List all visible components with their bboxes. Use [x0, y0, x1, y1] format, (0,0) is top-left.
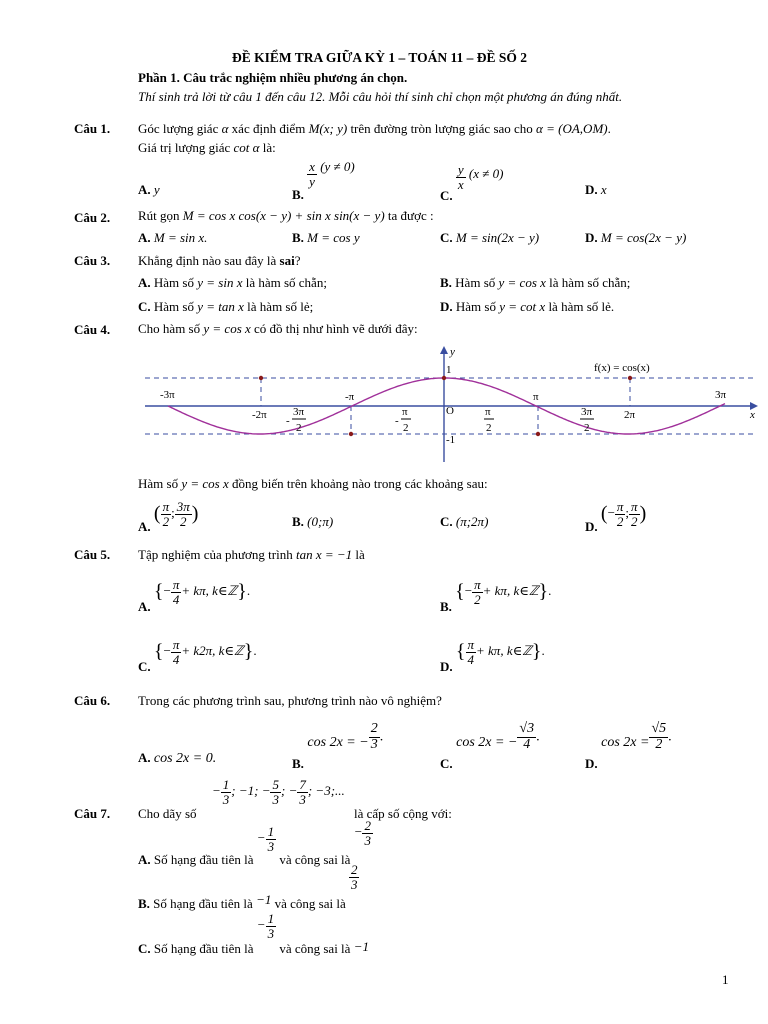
option-a[interactable]: A. cos 2x = 0. [138, 750, 217, 766]
option-a[interactable]: A. y [138, 182, 160, 197]
section-instruction: Thí sinh trả lời từ câu 1 đến câu 12. Mỗi câu hỏi thí sinh chỉ chọn một phương án đúng nhất. [138, 89, 623, 104]
svg-text:3π: 3π [581, 406, 593, 418]
question-label: Câu 5. [74, 547, 111, 562]
svg-text:2: 2 [486, 422, 492, 434]
question-label: Câu 4. [74, 322, 111, 337]
question-text: Giá trị lượng giác cot α là: [138, 140, 276, 155]
svg-text:3π: 3π [293, 406, 305, 418]
question-text: Cho dãy số [138, 806, 197, 821]
y-tick-one: 1 [446, 364, 452, 376]
option-c[interactable]: C. Hàm số y = tan x là hàm số lẻ; [138, 299, 314, 314]
option-d[interactable]: D. cos 2x = $\frac{√5}{2}$ . [585, 721, 672, 772]
fraction-ticks [286, 406, 594, 434]
option-c[interactable]: C. cos 2x = − $\frac{√3}{4}$ . [440, 721, 540, 772]
question-label: Câu 2. [74, 210, 111, 225]
option-a[interactable]: A. Hàm số y = sin x là hàm số chẵn; [138, 275, 327, 290]
question-text: Trong các phương trình sau, phương trình nào vô nghiệm? [138, 693, 442, 708]
question-text: Cho hàm số y = cos x có đồ thị như hình vẽ dưới đây: [138, 321, 418, 336]
x-axis-label: x [750, 409, 755, 421]
question-text: Hàm số y = cos x đồng biến trên khoảng nào trong các khoảng sau: [138, 476, 488, 491]
y-axis-arrow-icon [440, 346, 448, 354]
option-b[interactable]: B. (0;π) [292, 514, 334, 529]
origin-label: O [446, 405, 454, 417]
svg-text:π: π [485, 406, 491, 418]
svg-text:-: - [395, 415, 399, 427]
option-d[interactable]: D. { $\frac{\pi}{4}$ + kπ, k∈ℤ}. [440, 637, 545, 675]
x-tick: 2π [624, 409, 636, 421]
option-c[interactable]: C. $\frac{y}{x}$ (x ≠ 0) [440, 162, 504, 204]
option-c[interactable]: C. (π;2π) [440, 514, 489, 529]
option-a[interactable]: A. {− $\frac{\pi}{4}$ + kπ, k∈ℤ}. [138, 577, 251, 615]
option-a[interactable]: A. ( $\frac{\pi}{2}$ ; $\frac{3\pi}{2}$ ) [138, 499, 199, 535]
question-label: Câu 6. [74, 693, 111, 708]
question-text: Khẳng định nào sau đây là sai? [138, 253, 301, 268]
question-text: Tập nghiệm của phương trình tan x = −1 là [138, 547, 365, 562]
x-tick: π [533, 391, 539, 403]
cosine-graph [140, 342, 760, 467]
option-b[interactable]: B. M = cos y [292, 230, 360, 245]
option-d[interactable]: D. M = cos(2x − y) [585, 230, 687, 245]
question-text: Rút gọn M = cos x cos(x − y) + sin x sin(x − y) ta được : [138, 208, 434, 223]
page-number: 1 [722, 972, 729, 987]
option-d[interactable]: D. Hàm số y = cot x là hàm số lẻ. [440, 299, 615, 314]
svg-text:2: 2 [584, 422, 590, 434]
option-b[interactable]: B. cos 2x = − $\frac{2}{3}$ . [292, 721, 384, 772]
page-title: ĐỀ KIỂM TRA GIỮA KỲ 1 – TOÁN 11 – ĐỀ SỐ 2 [232, 50, 528, 65]
y-axis-label: y [450, 346, 455, 358]
function-label: f(x) = cos(x) [594, 362, 650, 374]
option-c[interactable]: C. Số hạng đầu tiên là − $\frac{1}{3}$ và công sai là −1 [138, 911, 369, 957]
question-label: Câu 7. [74, 806, 111, 821]
option-a[interactable]: A. Số hạng đầu tiên là − $\frac{1}{3}$ và công sai là − $\frac{2}{3}$ [138, 818, 371, 868]
svg-text:-: - [286, 415, 290, 427]
question-text: Góc lượng giác α xác định điểm M(x; y) trên đường tròn lượng giác sao cho α = (OA,OM). [138, 121, 611, 136]
section-heading: Phần 1. Câu trắc nghiệm nhiều phương án chọn. [138, 70, 408, 85]
question-label: Câu 3. [74, 253, 111, 268]
option-d[interactable]: D. x [585, 182, 607, 197]
svg-text:2: 2 [296, 422, 302, 434]
x-tick: -2π [252, 409, 267, 421]
y-tick-minus-one: -1 [446, 434, 456, 446]
x-tick: 3π [715, 389, 727, 401]
option-b[interactable]: B. {− $\frac{\pi}{2}$ + kπ, k∈ℤ}. [440, 577, 552, 615]
option-a[interactable]: A. M = sin x. [138, 230, 208, 245]
option-c[interactable]: C. M = sin(2x − y) [440, 230, 540, 245]
x-tick: -π [345, 391, 355, 403]
option-b[interactable]: B. $\frac{x}{y}$ (y ≠ 0) [292, 159, 355, 203]
option-b[interactable]: B. Hàm số y = cos x là hàm số chẵn; [440, 275, 631, 290]
option-d[interactable]: D. (− $\frac{\pi}{2}$ ; $\frac{\pi}{2}$ ) [585, 499, 647, 535]
question-text: là cấp số cộng với: [354, 806, 452, 821]
x-tick: -3π [160, 389, 175, 401]
sequence: − $\frac{1}{3}$ ; −1; − $\frac{5}{3}$ ; − $\frac{7}{3}$ ; −3;... [212, 777, 345, 807]
svg-text:π: π [402, 406, 408, 418]
question-label: Câu 1. [74, 121, 111, 136]
option-c[interactable]: C. {− $\frac{\pi}{4}$ + k2π, k∈ℤ}. [138, 637, 257, 675]
option-b[interactable]: B. Số hạng đầu tiên là −1 và công sai là $\frac{2}{3}$ [138, 862, 358, 912]
svg-text:2: 2 [403, 422, 409, 434]
